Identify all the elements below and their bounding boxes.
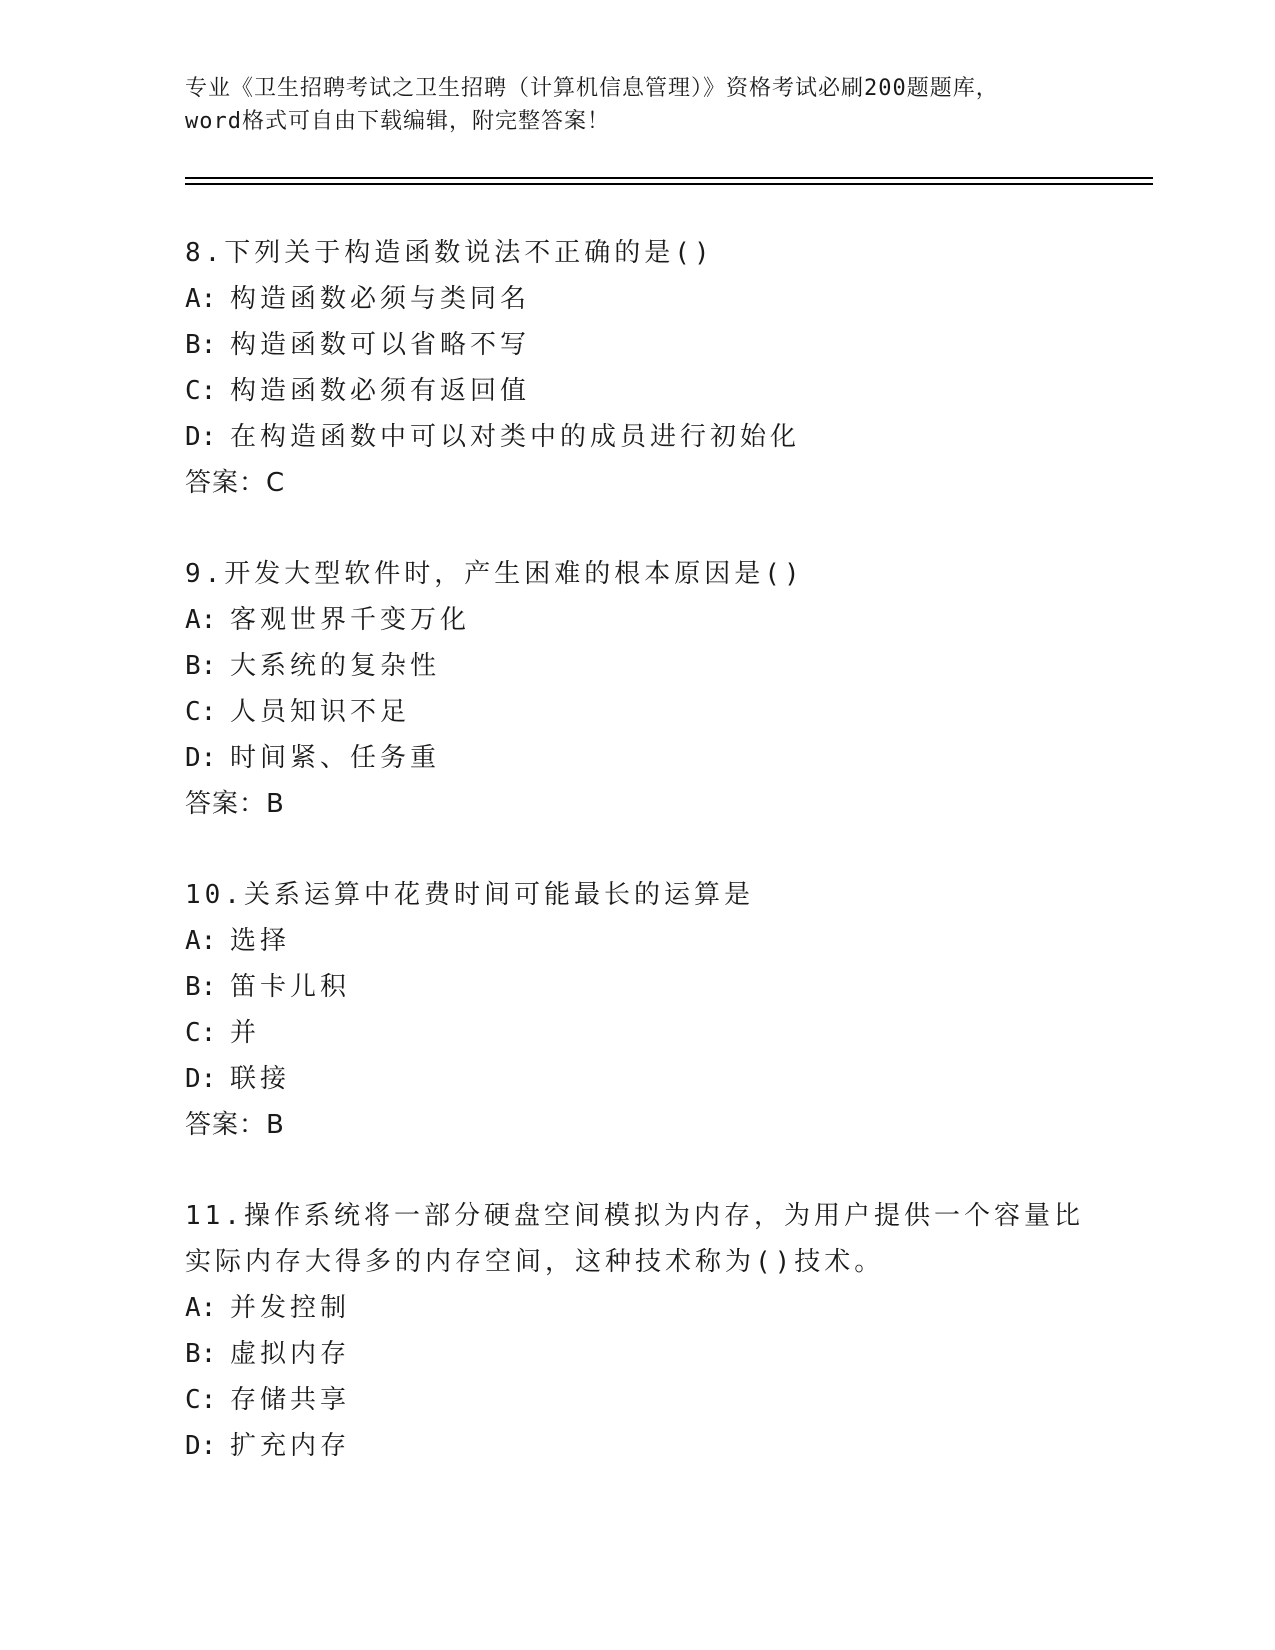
option-text: 存储共享	[230, 1385, 351, 1415]
option-text: 扩充内存	[230, 1431, 351, 1461]
question-list	[185, 230, 1085, 1514]
option-b	[185, 643, 1085, 689]
header-divider-top	[185, 177, 1153, 179]
option-text: 构造函数必须有返回值	[230, 376, 531, 406]
option-d	[185, 1423, 1085, 1469]
option-text: 构造函数可以省略不写	[230, 330, 531, 360]
option-text: 虚拟内存	[230, 1339, 351, 1369]
option-text: 时间紧、任务重	[230, 743, 441, 773]
option-b	[185, 1331, 1085, 1377]
option-text: 大系统的复杂性	[230, 651, 441, 681]
option-b	[185, 964, 1085, 1010]
option-text: 在构造函数中可以对类中的成员进行初始化	[230, 422, 801, 452]
option-text: 笛卡儿积	[230, 972, 351, 1002]
option-letter: D:	[185, 743, 217, 773]
option-letter: D:	[185, 1431, 217, 1461]
option-text: 构造函数必须与类同名	[230, 284, 531, 314]
option-letter: C:	[185, 697, 217, 727]
option-c	[185, 1010, 1085, 1056]
option-a	[185, 918, 1085, 964]
option-d	[185, 1056, 1085, 1102]
option-letter: C:	[185, 1385, 217, 1415]
question-stem: 11.操作系统将一部分硬盘空间模拟为内存，为用户提供一个容量比实际内存大得多的内存空间，这种技术称为()技术。	[185, 1201, 1084, 1277]
option-letter: A:	[185, 926, 217, 956]
question-10	[185, 872, 1085, 1148]
option-b	[185, 322, 1085, 368]
header-line-2: word格式可自由下载编辑，附完整答案！	[185, 109, 610, 134]
question-stem: 9.开发大型软件时，产生困难的根本原因是()	[185, 559, 804, 589]
answer: 答案：B	[185, 789, 285, 819]
option-letter: A:	[185, 605, 217, 635]
option-a	[185, 1285, 1085, 1331]
option-letter: D:	[185, 422, 217, 452]
question-9	[185, 551, 1085, 827]
header-line-1: 专业《卫生招聘考试之卫生招聘（计算机信息管理）》资格考试必刷200题题库，	[185, 76, 999, 101]
option-letter: B:	[185, 972, 217, 1002]
option-letter: D:	[185, 1064, 217, 1094]
option-text: 并发控制	[230, 1293, 351, 1323]
option-a	[185, 276, 1085, 322]
option-letter: A:	[185, 284, 217, 314]
option-letter: B:	[185, 1339, 217, 1369]
option-letter: C:	[185, 1018, 217, 1048]
option-c	[185, 368, 1085, 414]
question-stem: 8.下列关于构造函数说法不正确的是()	[185, 238, 714, 268]
answer: 答案：C	[185, 468, 286, 498]
question-8	[185, 230, 1085, 506]
option-letter: A:	[185, 1293, 217, 1323]
document-header	[185, 72, 1085, 138]
question-11	[185, 1193, 1085, 1469]
option-c	[185, 689, 1085, 735]
option-letter: B:	[185, 651, 217, 681]
option-text: 客观世界千变万化	[230, 605, 471, 635]
option-text: 人员知识不足	[230, 697, 411, 727]
option-d	[185, 735, 1085, 781]
answer: 答案：B	[185, 1110, 285, 1140]
option-text: 选择	[230, 926, 291, 956]
option-text: 并	[230, 1018, 261, 1048]
option-d	[185, 414, 1085, 460]
question-stem: 10.关系运算中花费时间可能最长的运算是	[185, 880, 754, 910]
option-text: 联接	[230, 1064, 291, 1094]
option-c	[185, 1377, 1085, 1423]
option-letter: B:	[185, 330, 217, 360]
option-a	[185, 597, 1085, 643]
header-divider-bottom	[185, 183, 1153, 185]
option-letter: C:	[185, 376, 217, 406]
